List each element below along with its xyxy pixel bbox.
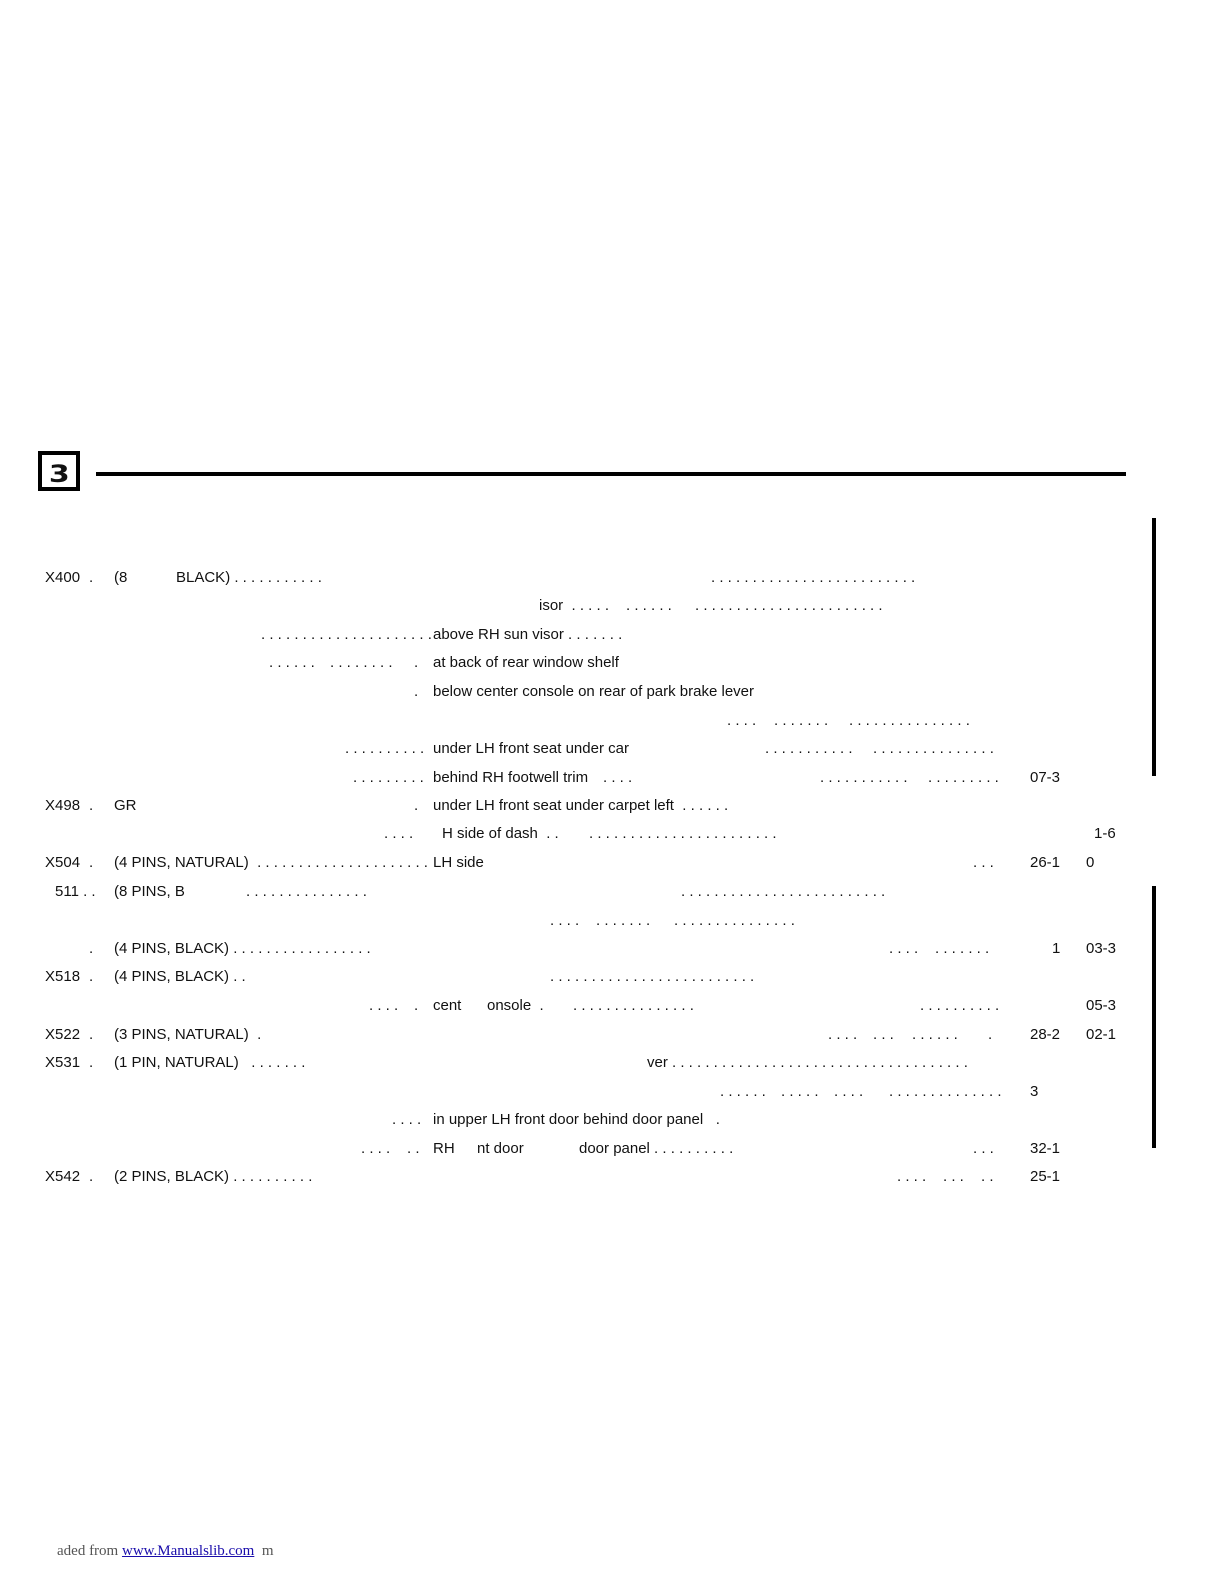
list-fragment: at back of rear window shelf <box>433 654 619 671</box>
list-fragment: . . . . <box>392 1111 422 1128</box>
list-fragment: . . . . . . . . . . . . . . . . . . . . . . . . . <box>681 883 886 900</box>
list-fragment: . <box>988 1026 993 1043</box>
list-fragment: . . . . <box>603 769 633 786</box>
list-fragment: . . . . <box>550 912 580 929</box>
list-fragment: X522 <box>45 1026 81 1043</box>
list-fragment: . <box>414 997 419 1014</box>
list-fragment: . . . . . . <box>626 597 672 614</box>
list-fragment: . <box>89 1054 94 1071</box>
list-fragment: . . . . <box>727 712 757 729</box>
list-fragment: . . . . . . . . . <box>353 769 424 786</box>
list-fragment: . . . . <box>834 1083 864 1100</box>
list-fragment: . . . . . . . . . . . <box>765 740 853 757</box>
list-fragment: . <box>89 1026 94 1043</box>
list-fragment: . . . . . . <box>269 654 315 671</box>
list-fragment: BLACK) . . . . . . . . . . . <box>176 569 322 586</box>
list-fragment: . . . . . . <box>720 1083 766 1100</box>
list-fragment: . . . . . . . <box>774 712 829 729</box>
list-fragment: . . . . . <box>781 1083 819 1100</box>
list-fragment: 25-1 <box>1030 1168 1061 1185</box>
list-fragment: . . . <box>973 1140 994 1157</box>
list-fragment: X504 <box>45 854 81 871</box>
list-fragment: . . . . <box>384 825 414 842</box>
list-fragment: (2 PINS, BLACK) . . . . . . . . . . <box>114 1168 313 1185</box>
list-fragment: . <box>414 654 419 671</box>
list-fragment: . . . . <box>369 997 399 1014</box>
manualslib-link[interactable]: www.Manualslib.com <box>121 1543 255 1559</box>
list-fragment: (8 <box>114 569 128 586</box>
list-fragment: above RH sun visor . . . . . . . <box>433 626 623 643</box>
list-fragment: door panel . . . . . . . . . . <box>579 1140 734 1157</box>
list-fragment: GR <box>114 797 137 814</box>
list-fragment: . . <box>407 1140 420 1157</box>
header-rule <box>96 472 1126 476</box>
list-fragment: . . . . . . . . . . . . . . . . . . . . . . . . . <box>711 569 916 586</box>
list-fragment: 3 <box>1030 1083 1039 1100</box>
list-fragment: . . . <box>873 1026 894 1043</box>
list-fragment: . <box>89 968 94 985</box>
list-fragment: (8 PINS, B <box>114 883 185 900</box>
list-fragment: 28-2 <box>1030 1026 1061 1043</box>
list-fragment: . . <box>981 1168 994 1185</box>
list-fragment: . . . . . . . . . . . . . . . . . . . . . . . . . <box>550 968 755 985</box>
list-fragment: . . . . . . . <box>935 940 990 957</box>
list-fragment: behind RH footwell trim <box>433 769 589 786</box>
list-fragment: onsole . <box>487 997 544 1014</box>
list-fragment: . . . <box>973 854 994 871</box>
list-fragment: X518 <box>45 968 81 985</box>
list-fragment: . . . . . . . . . . . . . . . . . . . . . . . <box>695 597 883 614</box>
list-fragment: 02-1 <box>1086 1026 1117 1043</box>
footer-prefix: aded from <box>57 1543 122 1559</box>
list-fragment: . . . . . . . . . . . . . . . <box>849 712 970 729</box>
list-fragment: . . . . . . . . . . . . . . . <box>246 883 367 900</box>
list-fragment: . . . . . . . . . . <box>345 740 425 757</box>
list-fragment: . . . . . . . . . <box>928 769 999 786</box>
list-fragment: under LH front seat under car <box>433 740 629 757</box>
list-fragment: 0 <box>1086 854 1095 871</box>
list-fragment: . <box>414 683 419 700</box>
list-fragment: (1 PIN, NATURAL) . . . . . . . <box>114 1054 306 1071</box>
change-bar-lower <box>1152 886 1156 1148</box>
list-fragment: X498 <box>45 797 81 814</box>
list-fragment: . <box>414 797 419 814</box>
list-fragment: . <box>89 1168 94 1185</box>
list-fragment: . . . . <box>889 940 919 957</box>
list-fragment: . . . . . . . . . . <box>920 997 1000 1014</box>
list-fragment: . . . . . . <box>912 1026 958 1043</box>
list-fragment: (4 PINS, BLACK) . . . . . . . . . . . . . . . . . <box>114 940 371 957</box>
list-fragment: 1 <box>1052 940 1061 957</box>
list-fragment: X542 <box>45 1168 81 1185</box>
list-fragment: LH side <box>433 854 484 871</box>
list-fragment: ver . . . . . . . . . . . . . . . . . . . . . . . . . . . . . . . . . . . . <box>647 1054 968 1071</box>
list-fragment: H side of dash . . <box>442 825 559 842</box>
list-fragment: . . . . . . . . . . . . . . . . . . . . . <box>261 626 432 643</box>
list-fragment: in upper LH front door behind door panel . <box>433 1111 720 1128</box>
list-fragment: 511 . . <box>55 883 96 900</box>
footer-suffix: m <box>254 1543 274 1559</box>
list-fragment: . . . . . . . . . . . . . . <box>889 1083 1002 1100</box>
list-fragment: 26-1 <box>1030 854 1061 871</box>
download-footer <box>57 1543 274 1560</box>
list-fragment: (4 PINS, BLACK) . . <box>114 968 246 985</box>
list-fragment: . <box>89 569 94 586</box>
change-bar-upper <box>1152 518 1156 776</box>
list-fragment: . . . . <box>897 1168 927 1185</box>
list-fragment: . . . . . . . . . . . <box>820 769 908 786</box>
list-fragment: nt door <box>477 1140 524 1157</box>
list-fragment: . <box>89 797 94 814</box>
list-fragment: (4 PINS, NATURAL) . . . . . . . . . . . . . . . . . . . . . <box>114 854 428 871</box>
list-fragment: cent <box>433 997 462 1014</box>
section-number: 3 <box>48 460 70 488</box>
list-fragment: . . . . . . . <box>596 912 651 929</box>
list-fragment: below center console on rear of park brake lever <box>433 683 755 700</box>
list-fragment: . . . . . . . . . . . . . . . <box>873 740 994 757</box>
section-number-tab <box>38 451 80 491</box>
list-fragment: . <box>89 854 94 871</box>
list-fragment: . . . . . . . . . . . . . . . <box>674 912 795 929</box>
list-fragment: RH <box>433 1140 455 1157</box>
list-fragment: 32-1 <box>1030 1140 1061 1157</box>
list-fragment: 03-3 <box>1086 940 1117 957</box>
list-fragment: (3 PINS, NATURAL) . <box>114 1026 262 1043</box>
list-fragment: under LH front seat under carpet left . . . . . . <box>433 797 729 814</box>
list-fragment: 1-6 <box>1094 825 1116 842</box>
list-fragment: X400 <box>45 569 81 586</box>
list-fragment: . . . . . . . . . . . . . . . . . . . . . . . <box>589 825 777 842</box>
list-fragment: 05-3 <box>1086 997 1117 1014</box>
list-fragment: . . . . . . . . <box>330 654 393 671</box>
list-fragment: . <box>89 940 94 957</box>
list-fragment: X531 <box>45 1054 81 1071</box>
list-fragment: 07-3 <box>1030 769 1061 786</box>
list-fragment: isor . . . . . <box>539 597 610 614</box>
list-fragment: . . . . . . . . . . . . . . . <box>573 997 694 1014</box>
list-fragment: . . . <box>943 1168 964 1185</box>
list-fragment: . . . . <box>361 1140 391 1157</box>
list-fragment: . . . . <box>828 1026 858 1043</box>
